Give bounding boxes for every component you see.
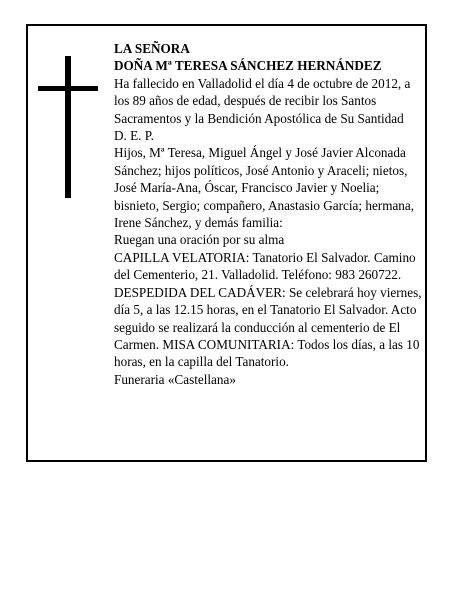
funeral-home: Funeraria «Castellana»: [114, 371, 236, 387]
obituary-notice: [26, 24, 427, 462]
notice-heading: LA SEÑORA: [114, 41, 190, 56]
farewell-info: DESPEDIDA DEL CADÁVER: Se celebrará hoy viernes, día 5, a las 12.15 horas, en el Tanatorio El Salvador. Acto seguido se realizará la conducción al cementerio de El Carmen. MISA COMUNITARIA: Todos los días, a las 10 horas, en la capilla del Tanatorio.: [114, 284, 422, 370]
latin-cross-icon: [38, 56, 98, 198]
death-statement: Ha fallecido en Valladolid el día 4 de octubre de 2012, a los 89 años de edad, después de recibir los Santos Sacramentos y la Bendición Apostólica de Su Santidad: [114, 75, 411, 126]
cross-horizontal-bar: [38, 86, 98, 91]
prayer-request: Ruegan una oración por su alma: [114, 232, 285, 248]
chapel-info: CAPILLA VELATORIA: Tanatorio El Salvador. Camino del Cementerio, 21. Valladolid. Teléfono: 983 260722.: [114, 249, 416, 283]
family-list: Hijos, Mª Teresa, Miguel Ángel y José Javier Alconada Sánchez; hijos políticos, José Antonio y Araceli; nietos, José María-Ana, Óscar, Francisco Javier y Noelia; bisnieto, Sergio; compañero, Anastasio García; hermana, Irene Sánchez, y demás familia:: [114, 145, 415, 231]
deceased-name: DOÑA Mª TERESA SÁNCHEZ HERNÁNDEZ: [114, 58, 382, 74]
notice-text: [114, 40, 422, 388]
cross-vertical-bar: [65, 56, 71, 198]
rip-abbreviation: D. E. P.: [114, 128, 154, 144]
